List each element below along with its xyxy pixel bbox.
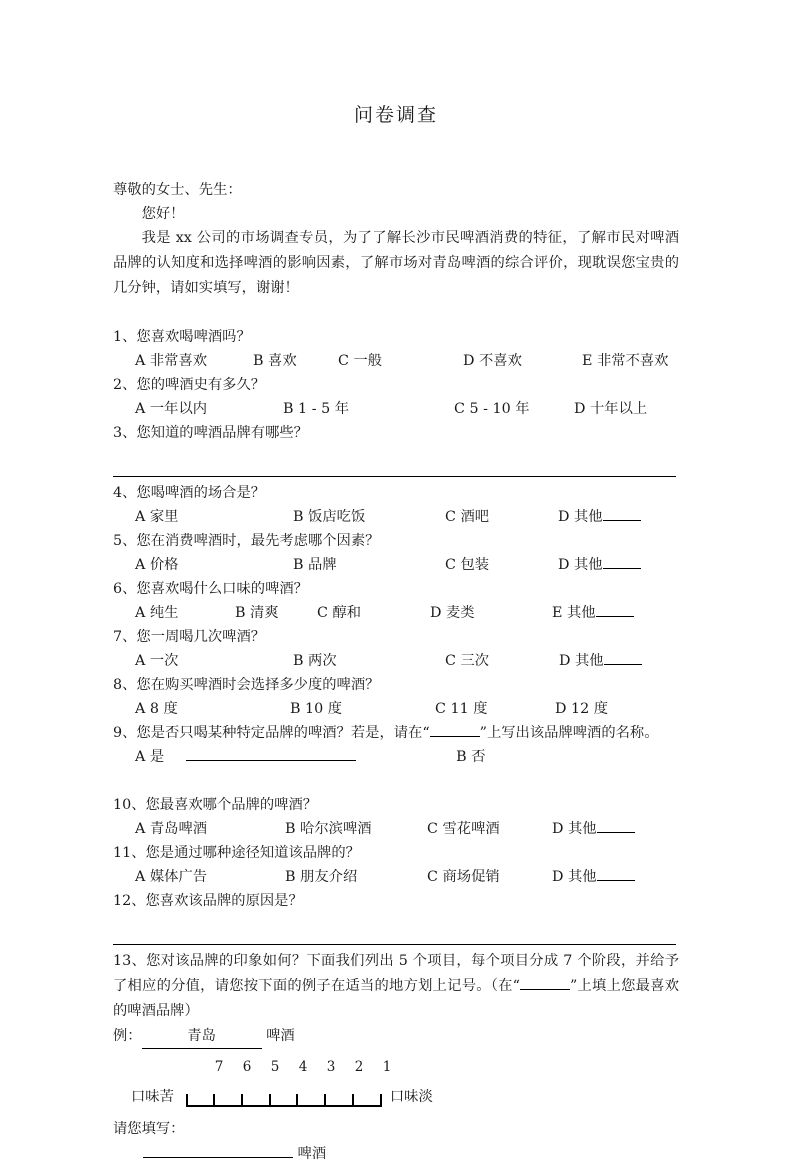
scale-row [113,1079,433,1107]
option-c[interactable]: C 雪花啤酒 [427,821,500,837]
option-d[interactable]: D 其他 [558,509,603,525]
scale-label-right: 口味淡 [389,1089,433,1105]
option-d[interactable]: D 其他 [552,821,597,837]
scale-number-3: 3 [326,1059,336,1075]
question-5-line [113,529,679,553]
scale-label-left: 口味苦 [131,1089,174,1105]
option-b[interactable]: B 否 [456,749,486,765]
example-label: 例： [113,1028,142,1044]
option-a[interactable]: A 一年以内 [135,401,208,417]
option-c[interactable]: C 11 度 [435,701,488,717]
scale-number-row [205,1055,401,1079]
question-3-number: 3、 [113,425,137,441]
option-c[interactable]: C 酒吧 [445,509,490,525]
option-d-blank[interactable] [603,507,641,521]
question-3-answer-space[interactable] [113,445,679,469]
document-body [113,178,679,1167]
option-c[interactable]: C 一般 [338,353,383,369]
question-5-number: 5、 [113,533,137,549]
option-a[interactable]: A 8 度 [135,701,178,717]
question-4-options [113,505,679,529]
option-a[interactable]: A 家里 [135,509,179,525]
question-5-text: 您在消费啤酒时，最先考虑哪个因素？ [136,533,380,549]
option-d[interactable]: D 麦类 [430,605,475,621]
option-a[interactable]: A 纯生 [135,605,179,621]
scale-tick-3 [241,1094,243,1105]
option-a[interactable]: A 一次 [135,653,179,669]
question-6 [113,577,679,625]
question-9-options [113,745,679,769]
question-6-options [113,601,679,625]
example-suffix: 啤酒 [266,1028,295,1044]
question-8 [113,673,679,721]
option-e-blank[interactable] [596,603,634,617]
option-b[interactable]: B 朋友介绍 [285,869,358,885]
question-12-answer-space[interactable] [113,913,679,937]
salutation: 尊敬的女士、先生： [113,182,242,198]
spacer [113,769,679,793]
question-1-text: 您喜欢喝啤酒吗？ [136,329,251,345]
scale-number-4: 4 [298,1059,308,1075]
scale-number-6: 6 [242,1059,252,1075]
question-10-options [113,817,679,841]
question-6-text: 您喜欢喝什么口味的啤酒？ [136,581,308,597]
question-11-line [113,841,679,865]
question-13-number: 13、 [113,953,147,969]
scale-tick-6 [324,1094,326,1105]
question-3-line [113,421,679,445]
option-d-blank[interactable] [597,867,635,881]
question-12-text: 您喜欢该品牌的原因是？ [145,893,303,909]
question-13 [113,949,679,1167]
question-5-options [113,553,679,577]
question-7-options [113,649,679,673]
question-8-line [113,673,679,697]
section-divider-2 [113,944,676,945]
question-1-number: 1、 [113,329,137,345]
option-d-blank[interactable] [597,819,635,833]
example-brand-blank[interactable]: 青岛 [142,1024,262,1049]
question-13-text-part2: ”上填上您最喜欢的啤酒品牌） [113,978,679,1019]
question-11-text: 您是通过哪种途径知道该品牌的？ [145,845,360,861]
question-7 [113,625,679,673]
question-10 [113,793,679,841]
question-1-options [113,349,679,373]
question-5 [113,529,679,577]
question-1 [113,325,679,373]
question-12-line [113,889,679,913]
option-a[interactable]: A 媒体广告 [135,869,208,885]
question-12-number: 12、 [113,893,146,909]
option-b[interactable]: B 清爽 [235,605,279,621]
question-9-text: 您是否只喝某种特定品牌的啤酒？若是，请在“ [136,725,430,741]
question-3 [113,421,679,469]
scale-tick-7 [352,1094,354,1105]
question-9-text-tail: ”上写出该品牌啤酒的名称。 [479,725,659,741]
question-8-number: 8、 [113,677,137,693]
option-d[interactable]: D 其他 [552,869,597,885]
option-e[interactable]: E 其他 [552,605,596,621]
option-d[interactable]: D 12 度 [555,701,609,717]
question-13-paragraph [113,949,679,1024]
question-6-number: 6、 [113,581,137,597]
scale-tick-4 [269,1094,271,1105]
question-4-number: 4、 [113,485,137,501]
option-b[interactable]: B 喜欢 [253,353,297,369]
question-13-example-line [113,1024,679,1049]
fill-suffix: 啤酒 [297,1146,327,1162]
option-b[interactable]: B 1 - 5 年 [283,401,350,417]
question-2-number: 2、 [113,377,137,393]
option-c[interactable]: C 5 - 10 年 [454,401,530,417]
fill-prompt: 请您填写： [113,1121,185,1137]
question-8-text: 您在购买啤酒时会选择多少度的啤酒？ [136,677,380,693]
option-d[interactable]: D 其他 [558,557,603,573]
question-2-line [113,373,679,397]
option-d[interactable]: D 不喜欢 [463,353,522,369]
option-a-blank[interactable] [186,746,356,761]
page-title: 问卷调查 [353,104,438,126]
question-9-number: 9、 [113,725,137,741]
option-a[interactable]: A 是 [135,749,165,765]
option-d[interactable]: D 其他 [559,653,604,669]
question-10-text: 您最喜欢哪个品牌的啤酒？ [145,797,318,813]
scale-number-1: 1 [382,1059,392,1075]
scale-number-7: 7 [214,1059,224,1075]
question-4-line [113,481,679,505]
fill-answer-line [113,1141,679,1167]
question-4 [113,481,679,529]
question-11-number: 11、 [113,845,146,861]
option-c[interactable]: C 商场促销 [427,869,500,885]
question-11 [113,841,679,889]
scale-tick-1 [186,1094,188,1105]
option-a[interactable]: A 青岛啤酒 [135,821,208,837]
option-b[interactable]: B 哈尔滨啤酒 [285,821,372,837]
question-6-line [113,577,679,601]
question-8-options [113,697,679,721]
option-e[interactable]: E 非常不喜欢 [582,353,669,369]
question-9-line [113,721,679,745]
question-9 [113,721,679,793]
scale-number-2: 2 [354,1059,364,1075]
scale-tick-5 [296,1094,298,1105]
question-2-options [113,397,679,421]
scale-tick-8 [380,1094,382,1105]
question-7-line [113,625,679,649]
scale-ruler[interactable] [186,1087,382,1107]
fill-brand-blank[interactable] [143,1143,293,1158]
question-1-line [113,325,679,349]
question-2-text: 您的啤酒史有多久？ [136,377,266,393]
question-4-text: 您喝啤酒的场合是？ [136,485,266,501]
question-10-number: 10、 [113,797,146,813]
question-13-inline-blank[interactable] [520,976,570,990]
question-3-text: 您知道的啤酒品牌有哪些？ [136,425,308,441]
option-d[interactable]: D 十年以上 [574,401,648,417]
option-b[interactable]: B 饭店吃饭 [293,509,366,525]
option-c[interactable]: C 醇和 [317,605,362,621]
question-9-inline-blank[interactable] [430,723,480,737]
option-b[interactable]: B 两次 [293,653,337,669]
option-c[interactable]: C 三次 [445,653,490,669]
section-divider-1 [113,476,676,477]
question-7-text: 您一周喝几次啤酒？ [136,629,266,645]
question-12 [113,889,679,937]
question-13-text-part1: 您对该品牌的印象如何？下面我们列出 5 个项目，每个项目分成 7 个阶段，并给予了相应的分值，请您按下面的例子在适当的地方划上记号。（在“ [113,953,679,994]
question-11-options [113,865,679,889]
spacer [113,301,679,325]
option-a[interactable]: A 非常喜欢 [135,353,208,369]
greeting: 您好！ [141,206,185,222]
option-d-blank[interactable] [603,555,641,569]
scale-tick-2 [213,1094,215,1105]
option-b[interactable]: B 10 度 [290,701,343,717]
scale-number-5: 5 [270,1059,280,1075]
option-c[interactable]: C 包装 [445,557,490,573]
question-7-number: 7、 [113,629,137,645]
question-10-line [113,793,679,817]
option-d-blank[interactable] [604,651,642,665]
option-a[interactable]: A 价格 [135,557,179,573]
option-b[interactable]: B 品牌 [293,557,337,573]
intro-paragraph: 我是 xx 公司的市场调查专员，为了了解长沙市民啤酒消费的特征，了解市民对啤酒品牌的认知度和选择啤酒的影响因素，了解市场对青岛啤酒的综合评价，现耽误您宝贵的几分钟，请如实填写，谢谢！ [113,230,679,296]
impression-scale [113,1055,679,1113]
question-2 [113,373,679,421]
